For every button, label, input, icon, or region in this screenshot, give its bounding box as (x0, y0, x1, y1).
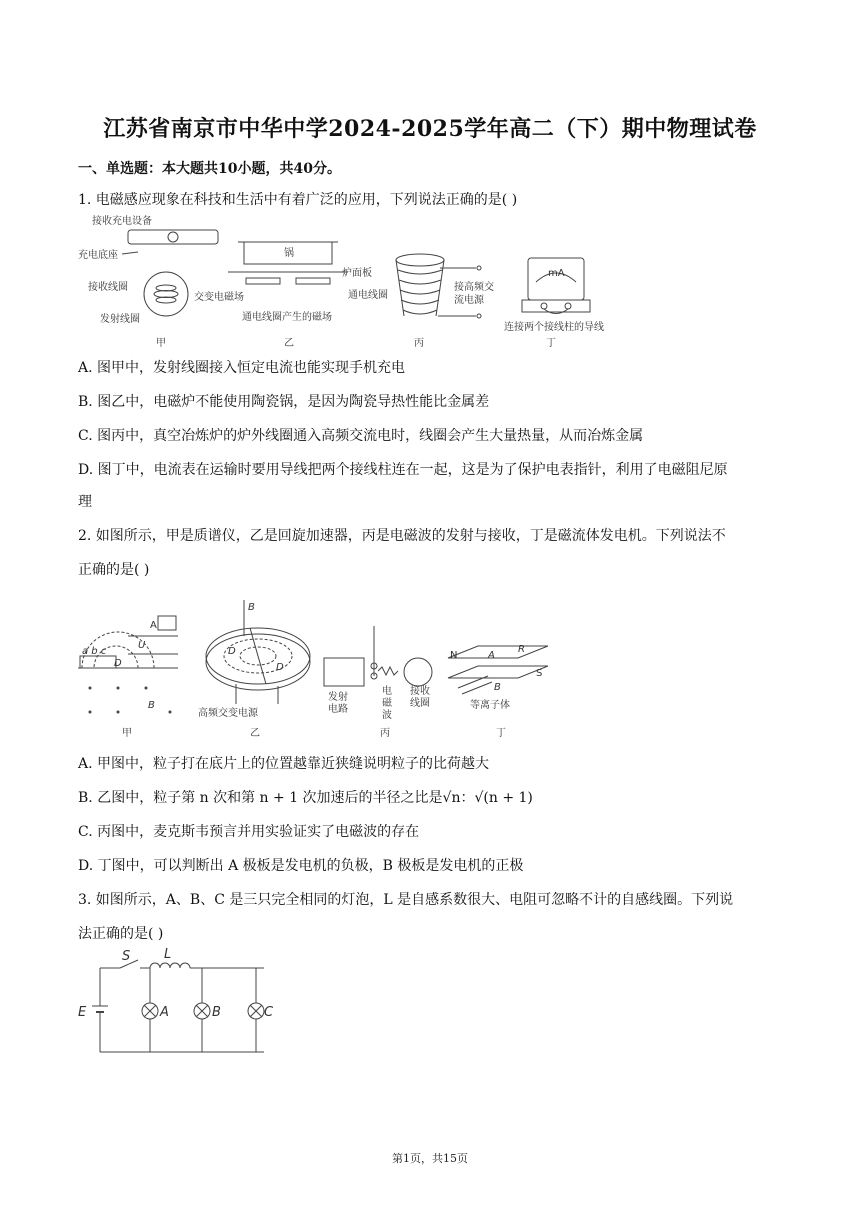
yi-label-1: 炉面板 (342, 268, 372, 279)
q2-jia-B: B (148, 700, 155, 711)
ding-caption: 丁 (546, 338, 556, 349)
jia-caption: 甲 (156, 338, 166, 349)
figure-2-bing (324, 626, 432, 739)
q2-yi-D2: D (276, 662, 284, 673)
q3-label-E: E (78, 1005, 87, 1020)
q2-ding-S: S (536, 668, 543, 679)
question-2-option-c[interactable]: C. 丙图中，麦克斯韦预言并用实验证实了电磁波的存在 (78, 824, 420, 840)
q2-ding-R: R (518, 644, 525, 655)
q2-yi-source: 高频交变电源 (198, 708, 258, 719)
q3-label-S: S (122, 949, 131, 964)
question-1-option-c[interactable]: C. 图丙中，真空冶炼炉的炉外线圈通入高频交流电时，线圈会产生大量热量，从而冶炼金属 (78, 428, 644, 444)
q2-jia-U: U (138, 640, 146, 651)
bing-label-1: 流电源 (454, 295, 484, 306)
q2-jia-abc: a b c (82, 646, 107, 657)
question-3-stem-line2: 法正确的是( ) (78, 926, 164, 942)
question-1-option-a[interactable]: A. 图甲中，发射线圈接入恒定电流也能实现手机充电 (78, 360, 406, 376)
q2-ding-caption: 丁 (496, 728, 506, 739)
jia-label-1: 充电底座 (78, 250, 118, 261)
q2-ding-plasma: 等离子体 (470, 700, 510, 711)
figure-2-yi (198, 600, 310, 739)
figure-1-bing (396, 254, 494, 349)
figure-1-jia (78, 214, 244, 349)
bing-caption: 丙 (414, 338, 424, 349)
ding-label-0: mA (548, 268, 565, 279)
question-3-circuit (78, 948, 278, 1060)
jia-label-0: 接收充电设备 (92, 216, 152, 227)
q2-bing-l5: 接收 (410, 686, 430, 697)
question-2-stem-line1: 2. 如图所示，甲是质谱仪，乙是回旋加速器，丙是电磁波的发射与接收，丁是磁流体发电机。下列说法不 (78, 528, 726, 544)
yi-label-3: 通电线圈产生的磁场 (242, 312, 332, 323)
q3-label-A: A (160, 1005, 169, 1020)
q2-bing-l4: 波 (382, 710, 392, 721)
q2-yi-D1: D (228, 646, 236, 657)
section-heading: 一、单选题：本大题共10小题，共40分。 (78, 161, 341, 177)
q2-yi-B: B (248, 602, 255, 613)
q2-bing-l6: 线圈 (410, 698, 430, 709)
figure-2-ding (448, 644, 548, 739)
question-1-option-d[interactable]: D. 图丁中，电流表在运输时要用导线把两个接线柱连在一起，这是为了保护电表指针，利用了电磁阻尼原 (78, 462, 728, 478)
yi-label-2: 通电线圈 (348, 290, 388, 301)
question-1-figure (78, 212, 638, 352)
q2-yi-caption: 乙 (250, 728, 260, 739)
ding-label-1: 连接两个接线柱的导线 (504, 322, 604, 333)
q3-label-C: C (264, 1005, 274, 1020)
question-2-option-d[interactable]: D. 丁图中，可以判断出 A 极板是发电机的负极，B 极板是发电机的正极 (78, 858, 524, 874)
q2-bing-l3: 磁 (382, 698, 392, 709)
figure-1-yi (228, 242, 388, 349)
yi-caption: 乙 (284, 338, 294, 349)
question-1-option-d-cont: 理 (78, 494, 92, 510)
question-2-figure (78, 596, 568, 746)
q3-label-B: B (212, 1005, 221, 1020)
yi-label-0: 锅 (284, 248, 294, 259)
question-2-option-b[interactable]: B. 乙图中，粒子第 n 次和第 n + 1 次加速后的半径之比是√n：√(n + 1) (78, 790, 533, 806)
q2-jia-caption: 甲 (122, 728, 132, 739)
figure-2-jia (78, 616, 178, 739)
question-1-option-b[interactable]: B. 图乙中，电磁炉不能使用陶瓷锅，是因为陶瓷导热性能比金属差 (78, 394, 490, 410)
figure-1-ding (504, 258, 604, 349)
question-1-stem: 1. 电磁感应现象在科技和生活中有着广泛的应用，下列说法正确的是( ) (78, 192, 518, 208)
bing-label-0: 接高频交 (454, 282, 494, 293)
q2-jia-D: D (114, 658, 122, 669)
q2-ding-A: A (488, 650, 495, 661)
question-2-option-a[interactable]: A. 甲图中，粒子打在底片上的位置越靠近狭缝说明粒子的比荷越大 (78, 756, 490, 772)
q2-bing-caption: 丙 (380, 728, 390, 739)
q2-ding-B: B (494, 682, 501, 693)
q3-label-L: L (164, 948, 172, 962)
page-footer: 第1页，共15页 (392, 1152, 468, 1165)
q2-bing-l0: 发射 (328, 692, 348, 703)
q2-bing-l2: 电 (382, 686, 392, 697)
page-title: 江苏省南京市中华中学2024-2025学年高二（下）期中物理试卷 (103, 116, 757, 142)
jia-label-2: 接收线圈 (88, 282, 128, 293)
jia-label-3: 交变电磁场 (194, 292, 244, 303)
jia-label-4: 发射线圈 (100, 314, 140, 325)
q2-jia-A: A (150, 620, 157, 631)
question-3-stem-line1: 3. 如图所示，A、B、C 是三只完全相同的灯泡，L 是自感系数很大、电阻可忽略不计的自感线圈。下列说 (78, 892, 734, 908)
question-2-stem-line2: 正确的是( ) (78, 562, 150, 578)
q2-ding-N: N (450, 650, 458, 661)
q2-bing-l1: 电路 (328, 704, 348, 715)
